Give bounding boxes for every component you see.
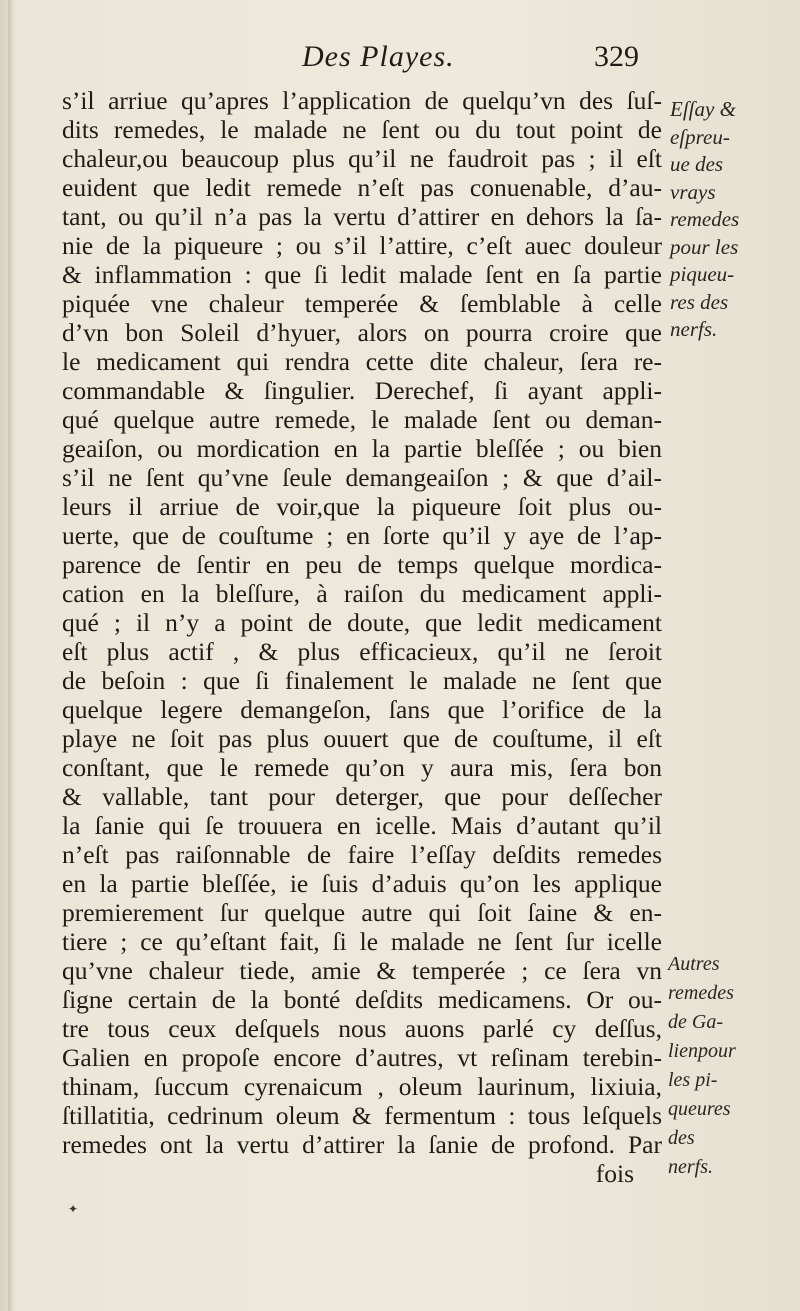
text-line: qué ; il n’y a point de doute, que ledit medicament <box>62 608 662 637</box>
page-gutter-shadow <box>8 0 14 1311</box>
text-line: le medicament qui rendra cette dite chaleur, ſera re- <box>62 347 662 376</box>
text-line: qu’vne chaleur tiede, amie & temperée ; ce ſera vn <box>62 956 662 985</box>
text-line: euident que ledit remede n’eſt pas conuenable, d’au- <box>62 173 662 202</box>
text-line: Galien en propoſe encore d’autres, vt reſinam terebin- <box>62 1043 662 1072</box>
text-line: de beſoin : que ſi finalement le malade ne ſent que <box>62 666 662 695</box>
running-head <box>0 40 800 80</box>
margin-note-line: nerfs. <box>670 317 718 341</box>
margin-note-line: ue des <box>670 152 724 176</box>
text-line: en la partie bleſſée, ie ſuis d’aduis qu’on les applique <box>62 869 662 898</box>
text-line: nie de la piqueure ; ou s’il l’attire, c’eſt auec douleur <box>62 231 662 260</box>
margin-note-line: remedes <box>670 207 740 231</box>
body-text <box>62 86 662 1188</box>
text-line: geaiſon, ou mordication en la partie bleſſée ; ou bien <box>62 434 662 463</box>
text-line: tant, ou qu’il n’a pas la vertu d’attirer en dehors la ſa- <box>62 202 662 231</box>
text-line: d’vn bon Soleil d’hyuer, alors on pourra croire que <box>62 318 662 347</box>
text-line: tre tous ceux deſquels nous auons parlé cy deſſus, <box>62 1014 662 1043</box>
margin-note-line: queures <box>668 1098 731 1120</box>
text-line: & vallable, tant pour deterger, que pour deſſecher <box>62 782 662 811</box>
catchword: fois <box>595 1159 634 1188</box>
margin-note-line: res des <box>670 289 729 314</box>
text-line: ſigne certain de la bonté deſdits medicamens. Or ou- <box>62 985 662 1014</box>
text-line: piquée vne chaleur temperée & ſemblable à celle <box>62 289 662 318</box>
text-line: tiere ; ce qu’eſtant fait, ſi le malade ne ſent ſur icelle <box>62 927 662 956</box>
margin-note-line: lienpour <box>668 1040 736 1062</box>
margin-note-line: de Ga- <box>668 1011 723 1033</box>
margin-note-line: pour les <box>670 234 739 259</box>
margin-note-line: les pi- <box>668 1069 718 1091</box>
margin-note-line: Autres <box>668 953 720 975</box>
margin-note-line: vrays <box>670 179 716 204</box>
text-line: remedes ont la vertu d’attirer la ſanie de profond. Par <box>62 1130 662 1159</box>
page-number: 329 <box>594 40 639 73</box>
text-line: leurs il arriue de voir,que la piqueure ſoit plus ou- <box>62 492 662 521</box>
text-line: eſt plus actif , & plus efficacieux, qu’il ne ſeroit <box>62 637 662 666</box>
text-line: la ſanie qui ſe trouuera en icelle. Mais d’autant qu’il <box>62 811 662 840</box>
text-line: quelque legere demangeſon, ſans que l’orifice de la <box>62 695 662 724</box>
text-line: dits remedes, le malade ne ſent ou du tout point de <box>62 115 662 144</box>
margin-note-line: Eſſay & <box>670 97 736 121</box>
margin-note-line: eſpreu- <box>670 124 730 149</box>
margin-note-line: piqueu- <box>670 262 735 286</box>
printers-mark-icon: ✦ <box>68 1202 79 1216</box>
text-line: chaleur,ou beaucoup plus qu’il ne faudroit pas ; il eſt <box>62 144 662 173</box>
text-line: thinam, ſuccum cyrenaicum , oleum laurinum, lixiuia, <box>62 1072 662 1101</box>
text-line: qué quelque autre remede, le malade ſent ou deman- <box>62 405 662 434</box>
text-line: commandable & ſingulier. Derechef, ſi ayant appli- <box>62 376 662 405</box>
text-line: ſtillatitia, cedrinum oleum & fermentum : tous leſquels <box>62 1101 662 1130</box>
text-line: parence de ſentir en peu de temps quelque mordica- <box>62 550 662 579</box>
text-line: s’il arriue qu’apres l’application de quelqu’vn des ſuſ- <box>62 86 662 115</box>
text-line: cation en la bleſſure, à raiſon du medicament appli- <box>62 579 662 608</box>
text-line: conſtant, que le remede qu’on y aura mis, ſera bon <box>62 753 662 782</box>
text-line: s’il ne ſent qu’vne ſeule demangeaiſon ; & que d’ail- <box>62 463 662 492</box>
text-line: & inflammation : que ſi ledit malade ſent en ſa partie <box>62 260 662 289</box>
text-line: n’eſt pas raiſonnable de faire l’eſſay deſdits remedes <box>62 840 662 869</box>
margin-note-galien <box>668 950 736 1182</box>
margin-note-line: nerfs. <box>668 1156 713 1178</box>
text-line: uerte, que de couſtume ; en ſorte qu’il y aye de l’ap- <box>62 521 662 550</box>
text-line: premierement ſur quelque autre qui ſoit ſaine & en- <box>62 898 662 927</box>
margin-note-essay <box>670 96 739 344</box>
text-line: playe ne ſoit pas plus ouuert que de couſtume, il eſt <box>62 724 662 753</box>
margin-note-line: des <box>668 1127 695 1149</box>
margin-note-line: remedes <box>668 982 734 1004</box>
running-head-title: Des Playes. <box>302 40 455 73</box>
